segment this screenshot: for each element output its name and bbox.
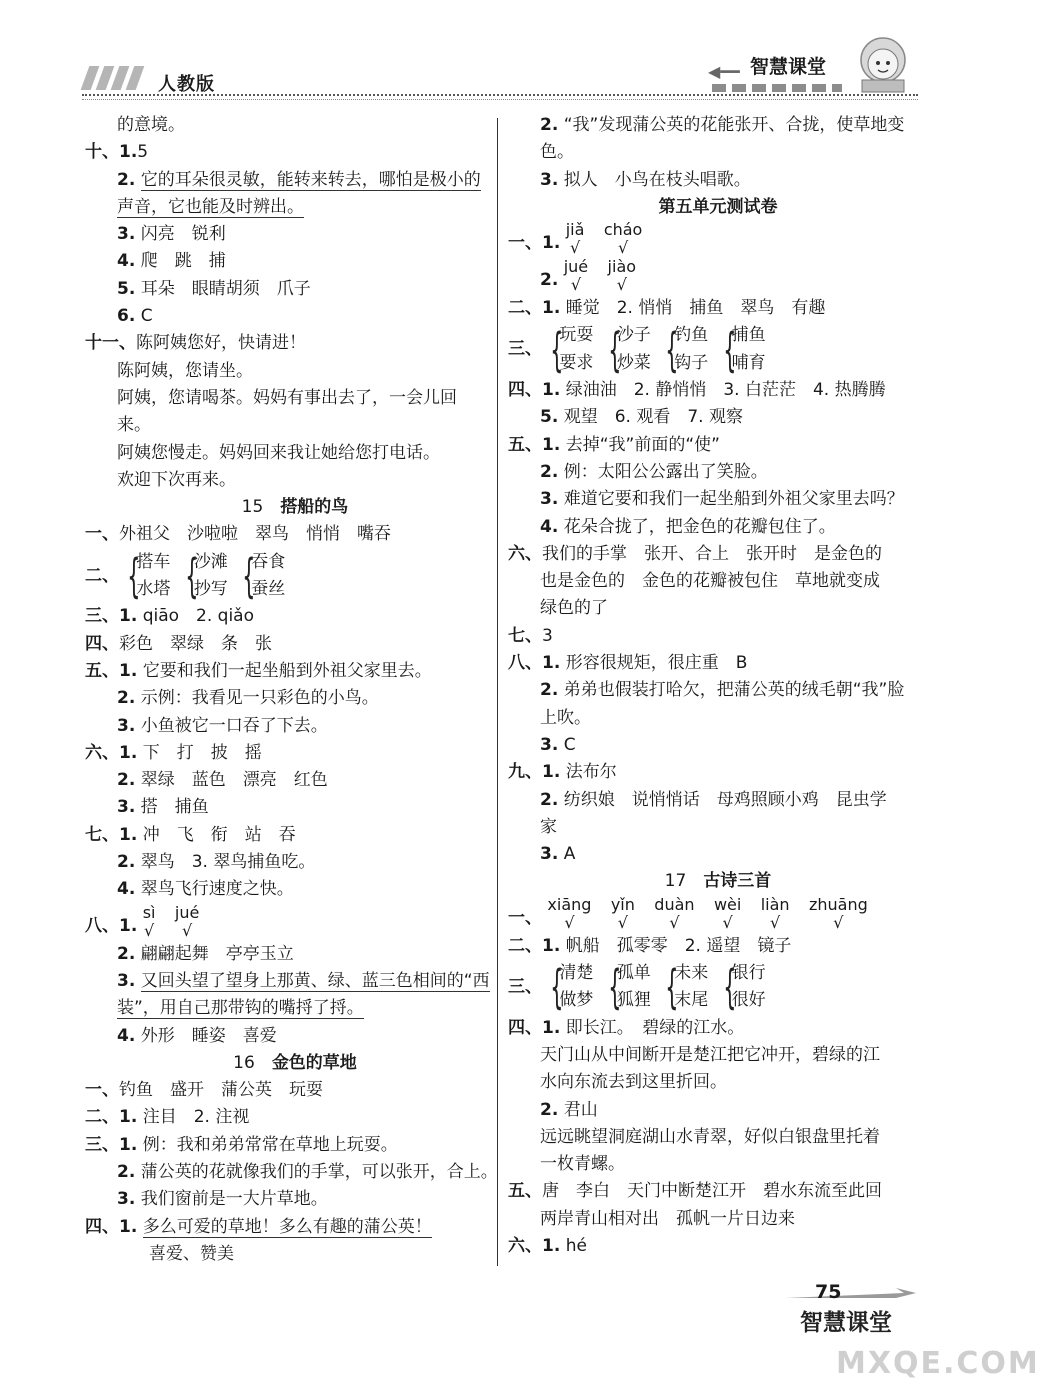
answer-line: 阿姨，您请喝茶。妈妈有事出去了，一会儿回	[117, 387, 457, 408]
answer-line: 3. 又回头望了望身上那黄、绿、蓝三色相间的“西	[117, 970, 490, 991]
check-icon: √	[564, 912, 575, 932]
pinyin-item: xiāng √	[547, 894, 592, 932]
answer-line: 2. 示例：我看见一只彩色的小鸟。	[117, 688, 379, 709]
brace-pair: { 捕鱼 哺育	[722, 322, 766, 377]
answer-line: 二、1. 注目 2. 注视	[85, 1107, 250, 1128]
check-icon: √	[569, 238, 581, 258]
answer-line: 的意境。	[117, 115, 185, 135]
answer-line: 陈阿姨，您请坐。	[117, 360, 253, 381]
left-column	[85, 112, 505, 1268]
pinyin-item: liàn √	[760, 894, 790, 932]
answer-line: 一枚青螺。	[540, 1154, 625, 1175]
brace-pair: { 银行 很好	[722, 960, 766, 1015]
footer-brand: 智慧课堂	[800, 1310, 892, 1336]
pinyin-line: 一、 xiāng √ yǐn √ duàn √ wèi √ liàn √ zhuāng √	[508, 894, 868, 932]
brace-pair: { 搭车 水塔	[127, 549, 171, 604]
answer-line: 十一、陈阿姨您好，快请进！	[85, 333, 306, 354]
edition-label: 人教版	[158, 74, 215, 95]
answer-line: 2. “我”发现蒲公英的花能张开、合拢，使草地变	[540, 115, 905, 135]
arrow-left-icon: ◀━━	[708, 62, 740, 81]
mascot-girl-icon	[848, 34, 918, 96]
answer-line: 水向东流去到这里折回。	[540, 1072, 727, 1093]
check-icon: √	[570, 275, 582, 295]
answer-line: 色。	[540, 142, 574, 163]
answer-line: 2. 翠鸟 3. 翠鸟捕鱼吃。	[117, 852, 316, 873]
pinyin-item: jiǎ √	[565, 220, 585, 258]
check-icon: √	[770, 912, 781, 932]
answer-line: 2. 蒲公英的花就像我们的手掌，可以张开，合上。	[117, 1161, 498, 1182]
answer-line: 声音，它也能及时辨出。	[117, 196, 304, 217]
lesson-title: 15 搭船的鸟	[241, 497, 349, 518]
pinyin-item: yǐn √	[610, 894, 635, 932]
lesson-title: 17 古诗三首	[664, 871, 772, 892]
answer-line: 2. 它的耳朵很灵敏，能转来转去，哪怕是极小的	[117, 169, 481, 190]
answer-line: 二、1. 帆船 孤零零 2. 遥望 镜子	[508, 935, 792, 956]
answer-line: 四、1. 绿油油 2. 静悄悄 3. 白茫茫 4. 热腾腾	[508, 380, 886, 401]
answer-line: 六、1. hé	[508, 1235, 587, 1256]
answer-line: 3. 闪亮 锐利	[117, 224, 226, 245]
answer-line: 6. C	[117, 306, 153, 327]
answer-line: 七、3	[508, 625, 553, 646]
answer-line: 2. 纺织娘 说悄悄话 母鸡照顾小鸡 昆虫学	[540, 789, 887, 810]
answer-line: 五、1. 去掉“我”前面的“使”	[508, 434, 720, 455]
brace-pair: { 玩耍 要求	[550, 322, 594, 377]
answer-line: 十、1.5	[85, 142, 149, 163]
answer-line: 2. 君山	[540, 1099, 598, 1120]
answer-line: 三、1. 例：我和弟弟常常在草地上玩耍。	[85, 1134, 398, 1155]
brace-group-line: 三、 { 玩耍 要求 { 沙子 炒菜 { 钓鱼 钩子 { 捕鱼 哺育	[508, 322, 766, 377]
pinyin-item: sì √	[142, 902, 156, 940]
pinyin-item: cháo √	[603, 220, 643, 258]
pinyin-item: wèi √	[713, 894, 742, 932]
answer-line: 天门山从中间断开是楚江把它冲开，碧绿的江	[540, 1044, 880, 1065]
answer-line: 4. 花朵合拢了，把金色的花瓣包住了。	[540, 516, 836, 537]
answer-line: 五、1. 它要和我们一起坐船到外祖父家里去。	[85, 660, 432, 681]
check-icon: √	[616, 275, 627, 295]
lesson-title: 16 金色的草地	[233, 1052, 357, 1073]
answer-line: 3. 难道它要和我们一起坐船到外祖父家里去吗？	[540, 489, 904, 510]
answer-line: 4. 爬 跳 捕	[117, 251, 226, 272]
answer-line: 3. 我们窗前是一大片草地。	[117, 1189, 328, 1210]
answer-line: 喜爱、赞美	[149, 1243, 234, 1264]
header-rule	[82, 94, 918, 96]
brace-group-line: 三、 { 清楚 做梦 { 孤单 狐狸 { 未来 末尾 { 银行 很好	[508, 960, 766, 1015]
check-icon: √	[617, 912, 628, 932]
answer-line: 五、唐 李白 天门中断楚江开 碧水东流至此回	[508, 1181, 882, 1202]
answer-line: 3. A	[540, 844, 576, 865]
answer-line: 阿姨您慢走。妈妈回来我让她给您打电话。	[117, 442, 440, 463]
pinyin-item: jué √	[563, 257, 589, 295]
pinyin-item: jiào √	[607, 257, 637, 295]
header-dashes	[712, 84, 842, 92]
check-icon: √	[669, 912, 680, 932]
brace-pair: { 沙子 炒菜	[608, 322, 651, 377]
answer-line: 3. C	[540, 734, 576, 755]
answer-line: 欢迎下次再来。	[117, 469, 236, 490]
answer-line: 二、1. 睡觉 2. 悄悄 捕鱼 翠鸟 有趣	[508, 298, 826, 319]
answer-line: 3. 搭 捕鱼	[117, 797, 209, 818]
header-rule-thin	[82, 99, 918, 100]
answer-line: 三、1. qiāo 2. qiǎo	[85, 606, 254, 627]
answer-line: 一、外祖父 沙啦啦 翠鸟 悄悄 嘴吞	[85, 524, 391, 545]
answer-line: 九、1. 法布尔	[508, 762, 617, 783]
right-column	[508, 112, 928, 1260]
answer-line: 一、钓鱼 盛开 蒲公英 玩耍	[85, 1080, 323, 1101]
answer-line: 3. 小鱼被它一口吞了下去。	[117, 715, 328, 736]
answer-line: 八、1. 形容很规矩，很庄重 B	[508, 653, 748, 674]
answer-line: 来。	[117, 415, 151, 436]
pinyin-item: zhuāng √	[808, 894, 868, 932]
brace-pair: { 清楚 做梦	[550, 960, 594, 1015]
watermark: MXQE.COM	[836, 1346, 1040, 1381]
answer-line: 5. 观望 6. 观看 7. 观察	[540, 407, 743, 428]
answer-line: 2. 翩翩起舞 亭亭玉立	[117, 943, 294, 964]
answer-line: 四、1. 即长江。 碧绿的江水。	[508, 1017, 745, 1038]
brace-group-line: 二、 { 搭车 水塔 { 沙滩 抄写 { 吞食 蚕丝	[85, 549, 286, 604]
brace-pair: { 吞食 蚕丝	[242, 549, 286, 604]
answer-line: 5. 耳朵 眼睛胡须 爪子	[117, 278, 311, 299]
pinyin-line: 八、1. sì √ jué √	[85, 902, 200, 940]
answer-line: 4. 外形 睡姿 喜爱	[117, 1025, 277, 1046]
answer-line: 四、彩色 翠绿 条 张	[85, 633, 272, 654]
unit-test-title: 第五单元测试卷	[658, 196, 778, 217]
check-icon: √	[617, 238, 629, 258]
header-stripes	[85, 66, 145, 90]
answer-line: 绿色的了	[540, 598, 608, 619]
answer-line: 远远眺望洞庭湖山水青翠，好似白银盘里托着	[540, 1126, 880, 1147]
pinyin-item: jué √	[174, 902, 200, 940]
pinyin-item: duàn √	[654, 894, 695, 932]
answer-line: 也是金色的 金色的花瓣被包住 草地就变成	[540, 571, 880, 592]
answer-line: 3. 拟人 小鸟在枝头唱歌。	[540, 169, 751, 190]
page-arrow-icon	[786, 1286, 916, 1300]
pinyin-line: 2. jué √ jiào √	[540, 257, 637, 295]
check-icon: √	[182, 920, 193, 940]
brace-pair: { 孤单 狐狸	[608, 960, 651, 1015]
answer-line: 2. 弟弟也假装打哈欠，把蒲公英的绒毛朝“我”脸	[540, 680, 905, 701]
brace-pair: { 钓鱼 钩子	[665, 322, 709, 377]
brace-pair: { 未来 末尾	[665, 960, 709, 1015]
answer-line: 2. 例：太阳公公露出了笑脸。	[540, 461, 768, 482]
check-icon: √	[722, 912, 733, 932]
answer-line: 2. 翠绿 蓝色 漂亮 红色	[117, 770, 328, 791]
header-brand: 智慧课堂	[750, 56, 827, 78]
answer-line: 两岸青山相对出 孤帆一片日边来	[540, 1208, 795, 1229]
answer-line: 4. 翠鸟飞行速度之快。	[117, 879, 294, 900]
answer-line: 六、我们的手掌 张开、合上 张开时 是金色的	[508, 543, 882, 564]
answer-line: 上吹。	[540, 707, 591, 728]
check-icon: √	[833, 912, 844, 932]
answer-line: 六、1. 下 打 披 摇	[85, 742, 262, 763]
answer-line: 装”，用自己那带钩的嘴捋了捋。	[117, 998, 364, 1019]
page-number: 75	[815, 1281, 842, 1303]
pinyin-line: 一、1. jiǎ √ cháo √	[508, 220, 643, 258]
answer-line: 家	[540, 816, 557, 837]
answer-line: 七、1. 冲 飞 衔 站 吞	[85, 824, 296, 845]
brace-pair: { 沙滩 抄写	[185, 549, 228, 604]
check-icon: √	[143, 920, 155, 940]
answer-line: 四、1. 多么可爱的草地！多么有趣的蒲公英！	[85, 1216, 432, 1237]
